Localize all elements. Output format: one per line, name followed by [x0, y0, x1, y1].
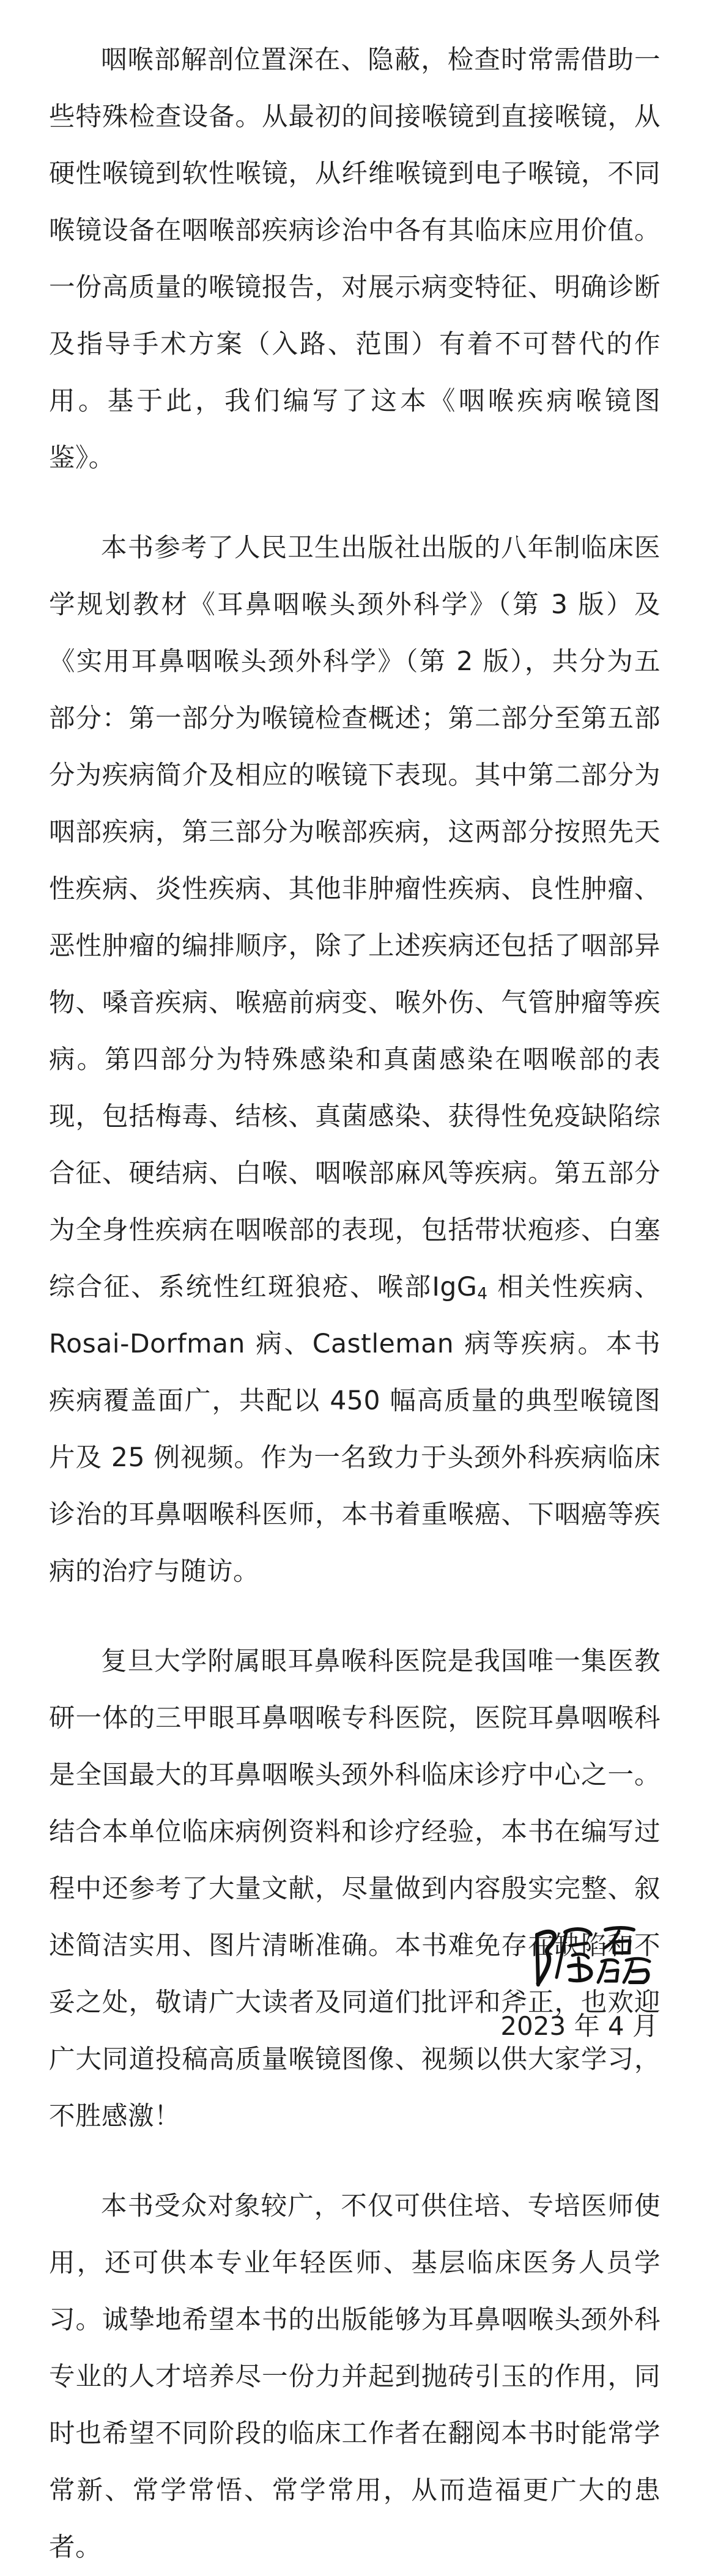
paragraph-2-head: 本书参考了人民卫生出版社出版的八年制临床医学规划教材《耳鼻咽喉头颈外科学》（第 3 版）及《实用耳鼻咽喉头颈外科学》（第 2 版），共分为五部分：第一部分为喉镜检查概述；第二部分至第五部分为疾病简介及相应的喉镜下表现。其中第二部分为咽部疾病，第三部分为喉部疾病，这两部分按照先天性疾病、炎性疾病、其他非肿瘤性疾病、良性肿瘤、恶性肿瘤的编排顺序，除了上述疾病还包括了咽部异物、嗓音疾病、喉癌前病变、喉外伤、气管肿瘤等疾病。第四部分为特殊感染和真菌感染在咽喉部的表现，包括梅毒、结核、真菌感染、获得性免疫缺陷综合征、硬结病、白喉、咽喉部麻风等疾病。第五部分为全身性疾病在咽喉部的表现，包括带状疱疹、白塞综合征、系统性红斑狼疮、喉部	[49, 533, 661, 1302]
paragraph-1: 咽喉部解剖位置深在、隐蔽，检查时常需借助一些特殊检查设备。从最初的间接喉镜到直接喉镜，从硬性喉镜到软性喉镜，从纤维喉镜到电子喉镜，不同喉镜设备在咽喉部疾病诊治中各有其临床应用价值。一份高质量的喉镜报告，对展示病变特征、明确诊断及指导手术方案（入路、范围）有着不可替代的作用。基于此，我们编写了这本《咽喉疾病喉镜图鉴》。	[49, 45, 661, 473]
igg-subscript: 4	[477, 1285, 488, 1304]
paragraph-2	[49, 520, 661, 1600]
preface-body	[49, 32, 661, 2576]
paragraph-3: 复旦大学附属眼耳鼻喉科医院是我国唯一集医教研一体的三甲眼耳鼻咽喉专科医院，医院耳鼻咽喉科是全国最大的耳鼻咽喉头颈外科临床诊疗中心之一。结合本单位临床病例资料和诊疗经验，本书在编写过程中还参考了大量文献，尽量做到内容殷实完整、叙述简洁实用、图片清晰准确。本书难免存在缺陷和不妥之处，敬请广大读者及同道们批评和斧正，也欢迎广大同道投稿高质量喉镜图像、视频以供大家学习，不胜感激！	[49, 1647, 661, 2131]
igg4-term	[432, 1272, 487, 1302]
paragraph-2-tail: 相关性疾病、Rosai-Dorfman 病、Castleman 病等疾病。本书疾病覆盖面广，共配以 450 幅高质量的典型喉镜图片及 25 例视频。作为一名致力于头颈外科疾病临床诊治的耳鼻咽喉科医师，本书着重喉癌、下咽癌等疾病的治疗与随访。	[49, 1272, 661, 1587]
igg-text: IgG	[432, 1272, 478, 1302]
author-signature	[530, 1921, 658, 1993]
preface-date: 2023 年 4 月	[500, 2011, 658, 2041]
paragraph-4: 本书受众对象较广，不仅可供住培、专培医师使用，还可供本专业年轻医师、基层临床医务人员学习。诚挚地希望本书的出版能够为耳鼻咽喉头颈外科专业的人才培养尽一份力并起到抛砖引玉的作用，同时也希望不同阶段的临床工作者在翻阅本书时能常学常新、常学常悟、常学常用，从而造福更广大的患者。	[49, 2191, 661, 2563]
